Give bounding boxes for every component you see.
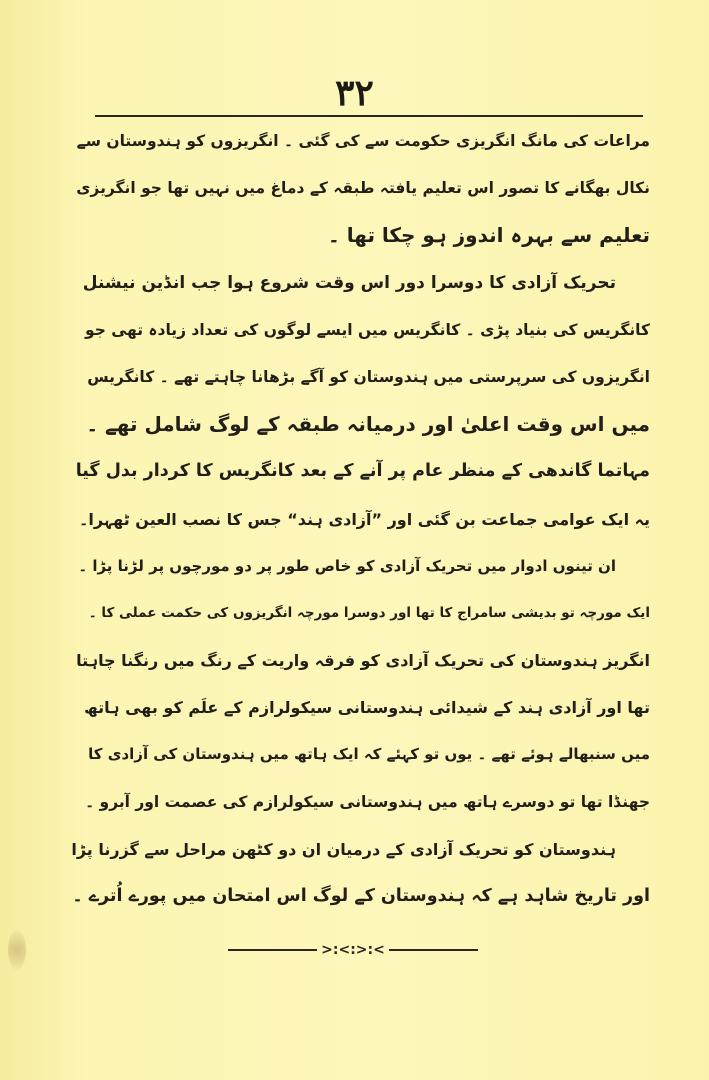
paper-stain: [8, 930, 26, 970]
text-line: تعلیم سے بہرہ اندوز ہو چکا تھا ۔: [328, 223, 650, 248]
ornament-dash-left: [228, 949, 317, 951]
text-line: یہ ایک عوامی جماعت بن گئی اور ”آزادی ہند“ جس کا نصب العین ٹھہرا۔: [78, 509, 650, 529]
end-ornament: [228, 938, 478, 962]
text-line: میں اس وقت اعلیٰ اور درمیانہ طبقہ کے لوگ شامل تھے ۔: [86, 412, 650, 437]
text-line: جھنڈا تھا تو دوسرے ہاتھ میں ہندوستانی سیکولرازم کی عصمت اور آبرو ۔: [85, 792, 650, 811]
text-line: انگریزوں کی سرپرستی میں ہندوستان کو آگے بڑھانا چاہتے تھے ۔ کانگریس: [87, 367, 650, 386]
text-line: کانگریس کی بنیاد پڑی ۔ کانگریس میں ایسے لوگوں کی تعداد زیادہ تھی جو: [85, 320, 650, 339]
ornament-dash-right: [389, 949, 478, 951]
text-line: انگریز ہندوستان کی تحریک آزادی کو فرقہ واریت کے رنگ میں رنگنا چاہتا: [76, 651, 650, 671]
text-line: میں سنبھالے ہوئے تھے ۔ یوں تو کہئے کہ ایک ہاتھ میں ہندوستان کی آزادی کا: [88, 745, 650, 764]
text-line: مراعات کی مانگ انگریزی حکومت سے کی گئی ۔ انگریزوں کو ہندوستان سے: [76, 132, 650, 150]
text-line: تحریک آزادی کا دوسرا دور اس وقت شروع ہوا جب انڈین نیشنل: [82, 272, 616, 293]
text-line: ایک مورچہ تو بدیشی سامراج کا تھا اور دوسرا مورچہ انگریزوں کی حکمت عملی کا ۔: [88, 604, 650, 621]
ornament-mark: >:<:>:<: [321, 942, 385, 958]
body-text: [70, 122, 650, 924]
text-line: تھا اور آزادی ہند کے شیدائی ہندوستانی سیکولرازم کے علَم کو بھی ہاتھ: [84, 698, 650, 718]
text-line: اور تاریخ شاہد ہے کہ ہندوستان کے لوگ اس امتحان میں پورے اُترے ۔: [72, 886, 650, 906]
text-line: نکال بھگانے کا تصور اس تعلیم یافتہ طبقہ کے دماغ میں نہیں تھا جو انگریزی: [76, 179, 650, 198]
text-line: مہاتما گاندھی کے منظر عام پر آنے کے بعد کانگریس کا کردار بدل گیا: [75, 461, 650, 482]
text-line: ان تینوں ادوار میں تحریک آزادی کو خاص طور پر دو مورچوں پر لڑنا پڑا ۔: [78, 556, 616, 575]
text-line: ہندوستان کو تحریک آزادی کے درمیان ان دو کٹھن مراحل سے گزرنا پڑا: [71, 839, 616, 859]
page-number: ۳۲: [335, 72, 374, 114]
header-rule: [95, 115, 643, 117]
